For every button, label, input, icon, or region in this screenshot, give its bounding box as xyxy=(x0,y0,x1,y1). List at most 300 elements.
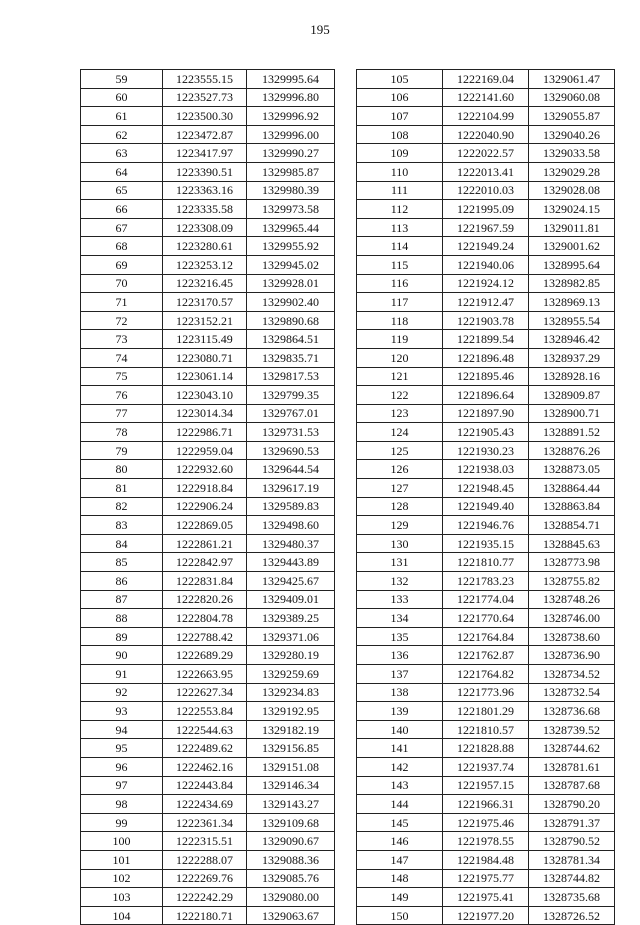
x-coordinate-cell: 1221948.45 xyxy=(443,479,529,498)
x-coordinate-cell: 1221770.64 xyxy=(443,609,529,628)
x-coordinate-cell: 1222869.05 xyxy=(163,516,247,535)
y-coordinate-cell: 1329060.08 xyxy=(529,88,615,107)
point-number-cell: 140 xyxy=(357,720,443,739)
y-coordinate-cell: 1329061.47 xyxy=(529,70,615,89)
table-row xyxy=(357,293,615,312)
y-coordinate-cell: 1328873.05 xyxy=(529,460,615,479)
table-row xyxy=(357,590,615,609)
x-coordinate-cell: 1223500.30 xyxy=(163,107,247,126)
table-row xyxy=(357,683,615,702)
y-coordinate-cell: 1329955.92 xyxy=(247,237,335,256)
point-number-cell: 132 xyxy=(357,572,443,591)
x-coordinate-cell: 1221899.54 xyxy=(443,330,529,349)
y-coordinate-cell: 1328787.68 xyxy=(529,776,615,795)
point-number-cell: 69 xyxy=(81,255,163,274)
y-coordinate-cell: 1329980.39 xyxy=(247,181,335,200)
y-coordinate-cell: 1328734.52 xyxy=(529,665,615,684)
x-coordinate-cell: 1221810.57 xyxy=(443,720,529,739)
x-coordinate-cell: 1223043.10 xyxy=(163,386,247,405)
point-number-cell: 100 xyxy=(81,832,163,851)
y-coordinate-cell: 1329617.19 xyxy=(247,479,335,498)
table-row xyxy=(357,665,615,684)
x-coordinate-cell: 1223152.21 xyxy=(163,311,247,330)
x-coordinate-cell: 1222820.26 xyxy=(163,590,247,609)
y-coordinate-cell: 1328790.52 xyxy=(529,832,615,851)
point-number-cell: 65 xyxy=(81,181,163,200)
point-number-cell: 80 xyxy=(81,460,163,479)
table-row xyxy=(81,795,335,814)
x-coordinate-cell: 1221801.29 xyxy=(443,702,529,721)
y-coordinate-cell: 1328864.44 xyxy=(529,479,615,498)
point-number-cell: 91 xyxy=(81,665,163,684)
table-row xyxy=(357,404,615,423)
y-coordinate-cell: 1329902.40 xyxy=(247,293,335,312)
x-coordinate-cell: 1223080.71 xyxy=(163,348,247,367)
y-coordinate-cell: 1329090.67 xyxy=(247,832,335,851)
x-coordinate-cell: 1221905.43 xyxy=(443,423,529,442)
table-row xyxy=(81,200,335,219)
point-number-cell: 135 xyxy=(357,627,443,646)
x-coordinate-cell: 1222918.84 xyxy=(163,479,247,498)
table-row xyxy=(81,348,335,367)
table-row xyxy=(81,906,335,925)
x-coordinate-cell: 1221975.41 xyxy=(443,888,529,907)
x-coordinate-cell: 1222831.84 xyxy=(163,572,247,591)
point-number-cell: 96 xyxy=(81,757,163,776)
table-row xyxy=(357,218,615,237)
table-row xyxy=(81,386,335,405)
point-number-cell: 128 xyxy=(357,497,443,516)
point-number-cell: 147 xyxy=(357,850,443,869)
x-coordinate-cell: 1221924.12 xyxy=(443,274,529,293)
table-row xyxy=(357,330,615,349)
table-row xyxy=(357,460,615,479)
y-coordinate-cell: 1329259.69 xyxy=(247,665,335,684)
y-coordinate-cell: 1329085.76 xyxy=(247,869,335,888)
x-coordinate-cell: 1221828.88 xyxy=(443,739,529,758)
point-number-cell: 76 xyxy=(81,386,163,405)
table-row xyxy=(357,516,615,535)
y-coordinate-cell: 1329192.95 xyxy=(247,702,335,721)
y-coordinate-cell: 1328876.26 xyxy=(529,441,615,460)
point-number-cell: 88 xyxy=(81,609,163,628)
y-coordinate-cell: 1329799.35 xyxy=(247,386,335,405)
y-coordinate-cell: 1329890.68 xyxy=(247,311,335,330)
point-number-cell: 64 xyxy=(81,162,163,181)
y-coordinate-cell: 1328854.71 xyxy=(529,516,615,535)
table-row xyxy=(357,795,615,814)
y-coordinate-cell: 1329965.44 xyxy=(247,218,335,237)
table-row xyxy=(81,646,335,665)
point-number-cell: 122 xyxy=(357,386,443,405)
point-number-cell: 67 xyxy=(81,218,163,237)
point-number-cell: 150 xyxy=(357,906,443,925)
y-coordinate-cell: 1328937.29 xyxy=(529,348,615,367)
table-row xyxy=(357,850,615,869)
y-coordinate-cell: 1329589.83 xyxy=(247,497,335,516)
y-coordinate-cell: 1329146.34 xyxy=(247,776,335,795)
table-row xyxy=(357,107,615,126)
y-coordinate-cell: 1328738.60 xyxy=(529,627,615,646)
table-row xyxy=(81,776,335,795)
point-number-cell: 84 xyxy=(81,534,163,553)
x-coordinate-cell: 1223308.09 xyxy=(163,218,247,237)
table-row xyxy=(81,869,335,888)
y-coordinate-cell: 1328726.52 xyxy=(529,906,615,925)
y-coordinate-cell: 1328891.52 xyxy=(529,423,615,442)
table-row xyxy=(81,813,335,832)
table-row xyxy=(81,479,335,498)
x-coordinate-cell: 1221773.96 xyxy=(443,683,529,702)
x-coordinate-cell: 1221978.55 xyxy=(443,832,529,851)
table-row xyxy=(357,144,615,163)
table-row xyxy=(357,646,615,665)
x-coordinate-cell: 1222361.34 xyxy=(163,813,247,832)
x-coordinate-cell: 1221995.09 xyxy=(443,200,529,219)
point-number-cell: 101 xyxy=(81,850,163,869)
y-coordinate-cell: 1328791.37 xyxy=(529,813,615,832)
x-coordinate-cell: 1222627.34 xyxy=(163,683,247,702)
x-coordinate-cell: 1221967.59 xyxy=(443,218,529,237)
y-coordinate-cell: 1328746.00 xyxy=(529,609,615,628)
y-coordinate-cell: 1329945.02 xyxy=(247,255,335,274)
table-row xyxy=(357,869,615,888)
table-row xyxy=(357,609,615,628)
point-number-cell: 149 xyxy=(357,888,443,907)
x-coordinate-cell: 1222141.60 xyxy=(443,88,529,107)
x-coordinate-cell: 1221783.23 xyxy=(443,572,529,591)
x-coordinate-cell: 1223061.14 xyxy=(163,367,247,386)
x-coordinate-cell: 1221957.15 xyxy=(443,776,529,795)
point-number-cell: 106 xyxy=(357,88,443,107)
y-coordinate-cell: 1329280.19 xyxy=(247,646,335,665)
y-coordinate-cell: 1328744.62 xyxy=(529,739,615,758)
y-coordinate-cell: 1329835.71 xyxy=(247,348,335,367)
x-coordinate-cell: 1222040.90 xyxy=(443,125,529,144)
table-row xyxy=(81,516,335,535)
y-coordinate-cell: 1329001.62 xyxy=(529,237,615,256)
x-coordinate-cell: 1222804.78 xyxy=(163,609,247,628)
table-row xyxy=(81,832,335,851)
y-coordinate-cell: 1329425.67 xyxy=(247,572,335,591)
point-number-cell: 72 xyxy=(81,311,163,330)
table-row xyxy=(81,293,335,312)
point-number-cell: 78 xyxy=(81,423,163,442)
table-row xyxy=(357,386,615,405)
y-coordinate-cell: 1329029.28 xyxy=(529,162,615,181)
y-coordinate-cell: 1329443.89 xyxy=(247,553,335,572)
point-number-cell: 105 xyxy=(357,70,443,89)
point-number-cell: 137 xyxy=(357,665,443,684)
table-row xyxy=(357,906,615,925)
point-number-cell: 116 xyxy=(357,274,443,293)
y-coordinate-cell: 1328955.54 xyxy=(529,311,615,330)
table-row xyxy=(357,367,615,386)
point-number-cell: 98 xyxy=(81,795,163,814)
point-number-cell: 142 xyxy=(357,757,443,776)
table-row xyxy=(357,702,615,721)
table-row xyxy=(357,88,615,107)
point-number-cell: 146 xyxy=(357,832,443,851)
table-row xyxy=(357,162,615,181)
table-row xyxy=(81,125,335,144)
y-coordinate-cell: 1329996.80 xyxy=(247,88,335,107)
table-row xyxy=(357,479,615,498)
table-row xyxy=(357,720,615,739)
x-coordinate-cell: 1223253.12 xyxy=(163,255,247,274)
table-row xyxy=(81,757,335,776)
x-coordinate-cell: 1222443.84 xyxy=(163,776,247,795)
y-coordinate-cell: 1328744.82 xyxy=(529,869,615,888)
point-number-cell: 83 xyxy=(81,516,163,535)
point-number-cell: 139 xyxy=(357,702,443,721)
x-coordinate-cell: 1223363.16 xyxy=(163,181,247,200)
point-number-cell: 71 xyxy=(81,293,163,312)
y-coordinate-cell: 1329011.81 xyxy=(529,218,615,237)
table-row xyxy=(81,590,335,609)
point-number-cell: 110 xyxy=(357,162,443,181)
y-coordinate-cell: 1328748.26 xyxy=(529,590,615,609)
y-coordinate-cell: 1329864.51 xyxy=(247,330,335,349)
table-row xyxy=(81,702,335,721)
table-row xyxy=(81,850,335,869)
point-number-cell: 144 xyxy=(357,795,443,814)
point-number-cell: 126 xyxy=(357,460,443,479)
point-number-cell: 109 xyxy=(357,144,443,163)
x-coordinate-cell: 1221896.64 xyxy=(443,386,529,405)
y-coordinate-cell: 1329055.87 xyxy=(529,107,615,126)
x-coordinate-cell: 1223280.61 xyxy=(163,237,247,256)
y-coordinate-cell: 1328781.61 xyxy=(529,757,615,776)
point-number-cell: 62 xyxy=(81,125,163,144)
table-row xyxy=(357,813,615,832)
point-number-cell: 129 xyxy=(357,516,443,535)
point-number-cell: 148 xyxy=(357,869,443,888)
x-coordinate-cell: 1223335.58 xyxy=(163,200,247,219)
y-coordinate-cell: 1329024.15 xyxy=(529,200,615,219)
y-coordinate-cell: 1329973.58 xyxy=(247,200,335,219)
point-number-cell: 75 xyxy=(81,367,163,386)
table-row xyxy=(81,683,335,702)
y-coordinate-cell: 1329234.83 xyxy=(247,683,335,702)
y-coordinate-cell: 1329143.27 xyxy=(247,795,335,814)
x-coordinate-cell: 1221949.40 xyxy=(443,497,529,516)
table-row xyxy=(81,404,335,423)
point-number-cell: 95 xyxy=(81,739,163,758)
y-coordinate-cell: 1328755.82 xyxy=(529,572,615,591)
y-coordinate-cell: 1328969.13 xyxy=(529,293,615,312)
point-number-cell: 77 xyxy=(81,404,163,423)
table-row xyxy=(357,776,615,795)
point-number-cell: 97 xyxy=(81,776,163,795)
point-number-cell: 134 xyxy=(357,609,443,628)
x-coordinate-cell: 1221975.46 xyxy=(443,813,529,832)
x-coordinate-cell: 1222663.95 xyxy=(163,665,247,684)
point-number-cell: 138 xyxy=(357,683,443,702)
table-row xyxy=(81,534,335,553)
x-coordinate-cell: 1221897.90 xyxy=(443,404,529,423)
x-coordinate-cell: 1221903.78 xyxy=(443,311,529,330)
y-coordinate-cell: 1329182.19 xyxy=(247,720,335,739)
y-coordinate-cell: 1328736.68 xyxy=(529,702,615,721)
table-row xyxy=(357,572,615,591)
x-coordinate-cell: 1221935.15 xyxy=(443,534,529,553)
table-row xyxy=(357,757,615,776)
point-number-cell: 82 xyxy=(81,497,163,516)
x-coordinate-cell: 1222788.42 xyxy=(163,627,247,646)
x-coordinate-cell: 1222242.29 xyxy=(163,888,247,907)
y-coordinate-cell: 1328946.42 xyxy=(529,330,615,349)
table-row xyxy=(81,255,335,274)
point-number-cell: 121 xyxy=(357,367,443,386)
table-row xyxy=(357,627,615,646)
point-number-cell: 104 xyxy=(81,906,163,925)
y-coordinate-cell: 1329033.58 xyxy=(529,144,615,163)
table-row xyxy=(81,274,335,293)
table-row xyxy=(81,367,335,386)
table-row xyxy=(357,200,615,219)
x-coordinate-cell: 1222169.04 xyxy=(443,70,529,89)
x-coordinate-cell: 1223216.45 xyxy=(163,274,247,293)
y-coordinate-cell: 1328982.85 xyxy=(529,274,615,293)
y-coordinate-cell: 1329985.87 xyxy=(247,162,335,181)
x-coordinate-cell: 1221762.87 xyxy=(443,646,529,665)
x-coordinate-cell: 1221937.74 xyxy=(443,757,529,776)
table-row xyxy=(357,255,615,274)
x-coordinate-cell: 1221938.03 xyxy=(443,460,529,479)
x-coordinate-cell: 1223390.51 xyxy=(163,162,247,181)
point-number-cell: 59 xyxy=(81,70,163,89)
table-row xyxy=(357,274,615,293)
x-coordinate-cell: 1221949.24 xyxy=(443,237,529,256)
x-coordinate-cell: 1223170.57 xyxy=(163,293,247,312)
table-row xyxy=(357,441,615,460)
y-coordinate-cell: 1329928.01 xyxy=(247,274,335,293)
y-coordinate-cell: 1329995.64 xyxy=(247,70,335,89)
table-row xyxy=(81,88,335,107)
point-number-cell: 118 xyxy=(357,311,443,330)
x-coordinate-cell: 1222906.24 xyxy=(163,497,247,516)
x-coordinate-cell: 1222986.71 xyxy=(163,423,247,442)
point-number-cell: 63 xyxy=(81,144,163,163)
x-coordinate-cell: 1223014.34 xyxy=(163,404,247,423)
x-coordinate-cell: 1222842.97 xyxy=(163,553,247,572)
y-coordinate-cell: 1328845.63 xyxy=(529,534,615,553)
point-number-cell: 114 xyxy=(357,237,443,256)
point-number-cell: 87 xyxy=(81,590,163,609)
point-number-cell: 92 xyxy=(81,683,163,702)
point-number-cell: 145 xyxy=(357,813,443,832)
point-number-cell: 115 xyxy=(357,255,443,274)
point-number-cell: 113 xyxy=(357,218,443,237)
point-number-cell: 70 xyxy=(81,274,163,293)
point-number-cell: 89 xyxy=(81,627,163,646)
page-number: 195 xyxy=(310,22,330,37)
x-coordinate-cell: 1222932.60 xyxy=(163,460,247,479)
table-row xyxy=(81,107,335,126)
y-coordinate-cell: 1328909.87 xyxy=(529,386,615,405)
table-row xyxy=(81,441,335,460)
table-row xyxy=(81,181,335,200)
table-row xyxy=(81,739,335,758)
y-coordinate-cell: 1329063.67 xyxy=(247,906,335,925)
table-row xyxy=(81,162,335,181)
point-number-cell: 133 xyxy=(357,590,443,609)
point-number-cell: 99 xyxy=(81,813,163,832)
coordinates-table-left xyxy=(80,69,335,925)
point-number-cell: 111 xyxy=(357,181,443,200)
point-number-cell: 136 xyxy=(357,646,443,665)
table-row xyxy=(357,125,615,144)
point-number-cell: 143 xyxy=(357,776,443,795)
table-row xyxy=(81,720,335,739)
x-coordinate-cell: 1221895.46 xyxy=(443,367,529,386)
y-coordinate-cell: 1329080.00 xyxy=(247,888,335,907)
point-number-cell: 124 xyxy=(357,423,443,442)
table-row xyxy=(81,609,335,628)
x-coordinate-cell: 1221975.77 xyxy=(443,869,529,888)
point-number-cell: 61 xyxy=(81,107,163,126)
x-coordinate-cell: 1222553.84 xyxy=(163,702,247,721)
x-coordinate-cell: 1222022.57 xyxy=(443,144,529,163)
x-coordinate-cell: 1223472.87 xyxy=(163,125,247,144)
table-row xyxy=(357,181,615,200)
point-number-cell: 81 xyxy=(81,479,163,498)
point-number-cell: 102 xyxy=(81,869,163,888)
y-coordinate-cell: 1328995.64 xyxy=(529,255,615,274)
x-coordinate-cell: 1222489.62 xyxy=(163,739,247,758)
y-coordinate-cell: 1329409.01 xyxy=(247,590,335,609)
table-row xyxy=(81,460,335,479)
x-coordinate-cell: 1221977.20 xyxy=(443,906,529,925)
point-number-cell: 60 xyxy=(81,88,163,107)
x-coordinate-cell: 1221896.48 xyxy=(443,348,529,367)
x-coordinate-cell: 1223115.49 xyxy=(163,330,247,349)
point-number-cell: 74 xyxy=(81,348,163,367)
y-coordinate-cell: 1329817.53 xyxy=(247,367,335,386)
x-coordinate-cell: 1223555.15 xyxy=(163,70,247,89)
y-coordinate-cell: 1329767.01 xyxy=(247,404,335,423)
table-row xyxy=(81,553,335,572)
table-row xyxy=(81,423,335,442)
y-coordinate-cell: 1329040.26 xyxy=(529,125,615,144)
y-coordinate-cell: 1329480.37 xyxy=(247,534,335,553)
point-number-cell: 119 xyxy=(357,330,443,349)
y-coordinate-cell: 1329498.60 xyxy=(247,516,335,535)
point-number-cell: 68 xyxy=(81,237,163,256)
table-row xyxy=(357,739,615,758)
y-coordinate-cell: 1328732.54 xyxy=(529,683,615,702)
x-coordinate-cell: 1221912.47 xyxy=(443,293,529,312)
table-row xyxy=(357,497,615,516)
table-row xyxy=(81,311,335,330)
x-coordinate-cell: 1222462.16 xyxy=(163,757,247,776)
point-number-cell: 127 xyxy=(357,479,443,498)
x-coordinate-cell: 1222013.41 xyxy=(443,162,529,181)
coordinates-table-right xyxy=(356,69,615,925)
point-number-cell: 107 xyxy=(357,107,443,126)
y-coordinate-cell: 1328736.90 xyxy=(529,646,615,665)
table-row xyxy=(81,497,335,516)
y-coordinate-cell: 1328735.68 xyxy=(529,888,615,907)
x-coordinate-cell: 1222315.51 xyxy=(163,832,247,851)
y-coordinate-cell: 1329371.06 xyxy=(247,627,335,646)
point-number-cell: 141 xyxy=(357,739,443,758)
y-coordinate-cell: 1329028.08 xyxy=(529,181,615,200)
x-coordinate-cell: 1223527.73 xyxy=(163,88,247,107)
x-coordinate-cell: 1222269.76 xyxy=(163,869,247,888)
table-row xyxy=(357,237,615,256)
